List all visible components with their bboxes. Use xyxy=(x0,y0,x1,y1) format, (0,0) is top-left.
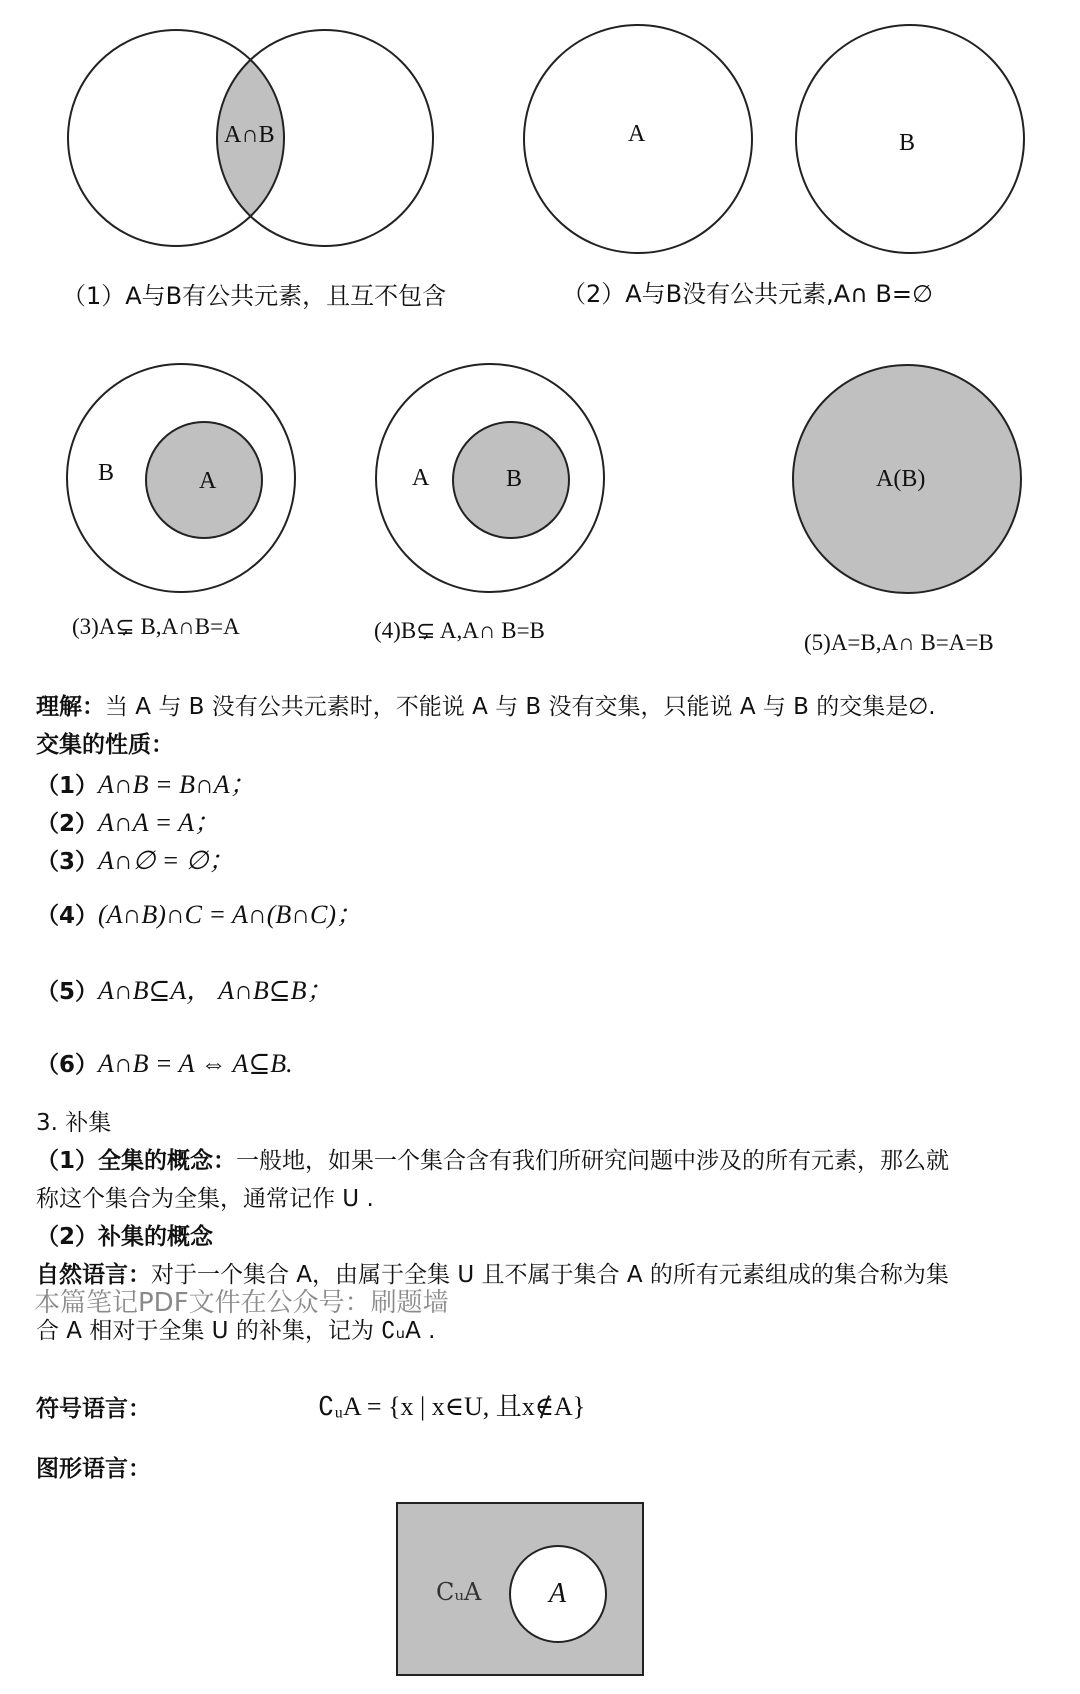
property-6 xyxy=(36,1046,293,1079)
complement-figure-label: CᵤA xyxy=(436,1578,482,1606)
label-outer-a: A xyxy=(412,465,430,491)
diagram-disjoint xyxy=(524,25,1024,253)
natural-text: 对于一个集合 A，由属于全集 U 且不属于集合 A 的所有元素组成的集合称为集 xyxy=(151,1262,949,1288)
watermark-text: 本篇笔记PDF文件在公众号：刷题墙 xyxy=(34,1288,449,1318)
property-2 xyxy=(36,802,220,839)
universal-text: 一般地，如果一个集合含有我们所研究问题中涉及的所有元素，那么就 xyxy=(236,1148,950,1174)
label-b: B xyxy=(899,130,916,156)
property-number: （2） xyxy=(36,811,99,837)
set-a-label: A xyxy=(549,1578,567,1609)
complement-heading: 3. 补集 xyxy=(36,1110,112,1136)
property-number: （1） xyxy=(36,773,99,799)
diagram-b-subset-a xyxy=(376,364,604,592)
symbol-language-label: 符号语言： xyxy=(36,1396,151,1422)
property-expr: (A∩B)∩C = A∩(B∩C)； xyxy=(98,900,363,929)
universal-label: （1）全集的概念： xyxy=(36,1148,237,1174)
property-3 xyxy=(36,840,235,877)
understanding-text: 当 A 与 B 没有公共元素时，不能说 A 与 B 没有交集，只能说 A 与 B 的交集是∅. xyxy=(105,694,936,720)
understanding-line xyxy=(36,688,936,721)
caption-diagram-2: （2）A与B没有公共元素,A∩ B=∅ xyxy=(562,280,933,308)
property-5 xyxy=(36,970,332,1007)
property-expr: A∩∅ = ∅； xyxy=(98,846,235,875)
graph-language-label: 图形语言： xyxy=(36,1456,151,1482)
label-outer-b: B xyxy=(98,460,115,486)
understanding-label: 理解： xyxy=(36,694,105,720)
property-1 xyxy=(36,764,256,801)
property-expr: A∩B = B∩A； xyxy=(98,770,256,799)
property-number: （3） xyxy=(36,849,99,875)
caption-diagram-4: (4)B⊊ A,A∩ B=B xyxy=(374,618,545,643)
caption-diagram-3: (3)A⊊ B,A∩B=A xyxy=(72,614,240,639)
complement-concept-label: （2）补集的概念 xyxy=(36,1224,214,1250)
caption-diagram-5: (5)A=B,A∩ B=A=B xyxy=(804,630,994,655)
properties-title: 交集的性质： xyxy=(36,732,174,758)
label-inner-a: A xyxy=(199,468,217,494)
property-4 xyxy=(36,894,362,931)
universal-set-line xyxy=(36,1142,949,1175)
complement-figure xyxy=(397,1503,643,1675)
property-number: （5） xyxy=(36,979,99,1005)
label-inner-b: B xyxy=(506,466,523,492)
symbol-expression: ∁ᵤA = {x | x∈U, 且x∉A} xyxy=(318,1392,586,1421)
property-expr: A∩B⊆A， A∩B⊆B； xyxy=(98,976,333,1005)
universal-text-2: 称这个集合为全集，通常记作 U . xyxy=(36,1186,374,1212)
caption-diagram-1: （1）A与B有公共元素，且互不包含 xyxy=(62,282,447,310)
label-a: A xyxy=(628,121,646,147)
label-a-b: A(B) xyxy=(876,466,926,492)
property-number: （6） xyxy=(36,1052,99,1078)
natural-label: 自然语言： xyxy=(36,1262,151,1288)
natural-text-2: 合 A 相对于全集 U 的补集，记为 ∁ᵤA . xyxy=(36,1318,436,1344)
property-expr: A∩B = A ⇔ A⊆B. xyxy=(98,1049,293,1078)
property-number: （4） xyxy=(36,903,99,929)
property-expr: A∩A = A； xyxy=(98,808,221,837)
label-a-intersect-b: A∩B xyxy=(224,122,275,148)
